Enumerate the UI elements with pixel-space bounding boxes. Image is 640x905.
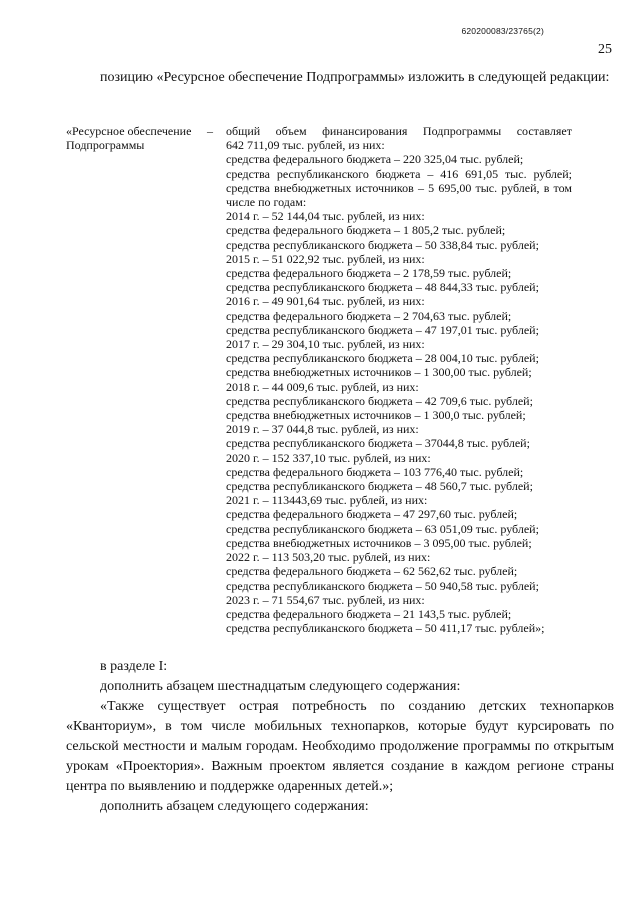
- section-reference: в разделе I:: [100, 659, 168, 674]
- resource-line: средства республиканского бюджета – 48 560,7 тыс. рублей;: [226, 479, 533, 494]
- amendments-block: [66, 657, 614, 817]
- resource-line: 2014 г. – 52 144,04 тыс. рублей, из них:: [226, 209, 425, 224]
- resource-line: 642 711,09 тыс. рублей, из них:: [226, 138, 385, 153]
- resource-line: средства республиканского бюджета – 42 709,6 тыс. рублей;: [226, 393, 533, 408]
- resource-line: 2017 г. – 29 304,10 тыс. рублей, из них:: [226, 337, 425, 352]
- resource-line: 2021 г. – 113443,69 тыс. рублей, из них:: [226, 493, 428, 508]
- resource-dash: –: [207, 124, 213, 138]
- resource-line: средства республиканского бюджета – 37044,8 тыс. рублей;: [226, 436, 530, 451]
- resource-line: 2015 г. – 51 022,92 тыс. рублей, из них:: [226, 251, 425, 266]
- resource-line: средства федерального бюджета – 1 805,2 тыс. рублей;: [226, 223, 506, 238]
- resource-line: средства внебюджетных источников – 1 300,00 тыс. рублей;: [226, 365, 532, 380]
- resource-line: средства федерального бюджета – 2 704,63 тыс. рублей;: [226, 308, 512, 323]
- resource-line: средства внебюджетных источников – 1 300,0 тыс. рублей;: [226, 408, 526, 423]
- resource-line: 2019 г. – 37 044,8 тыс. рублей, из них:: [226, 422, 419, 437]
- page-number: 25: [598, 42, 612, 57]
- resource-line: средства республиканского бюджета – 63 051,09 тыс. рублей;: [226, 521, 539, 536]
- add-paragraph-instruction: дополнить абзацем следующего содержания:: [100, 799, 369, 814]
- resource-line: средства федерального бюджета – 62 562,62 тыс. рублей;: [226, 564, 518, 579]
- document-id: 620200083/23765(2): [461, 26, 544, 36]
- resource-label: «Ресурсное обеспечение Подпрограммы: [66, 124, 192, 153]
- resource-line: 2022 г. – 113 503,20 тыс. рублей, из них:: [226, 550, 431, 565]
- quoted-paragraph: «Также существует острая потребность по созданию детских технопарков «Кванториум», в том числе мобильных технопарков, которые будут курсировать по сельской местности и малым городам. Необходимо продолжение программы по открытым урокам «Проектория». Важным проектом является создание в каждом регионе страны центра по выявлению и поддержке одаренных детей.»;: [66, 699, 614, 794]
- resource-line: общий объем финансирования Подпрограммы составляет: [226, 124, 572, 138]
- resource-lines: [226, 124, 572, 635]
- resource-line: средства внебюджетных источников – 3 095,00 тыс. рублей;: [226, 535, 532, 550]
- resource-line: средства федерального бюджета – 47 297,60 тыс. рублей;: [226, 507, 518, 522]
- resource-line: средства федерального бюджета – 2 178,59 тыс. рублей;: [226, 266, 512, 281]
- resource-line: средства внебюджетных источников – 5 695,00 тыс. рублей, в том: [226, 180, 572, 195]
- resource-line: средства федерального бюджета – 103 776,40 тыс. рублей;: [226, 464, 524, 479]
- add-paragraph-16-instruction: дополнить абзацем шестнадцатым следующего содержания:: [100, 679, 461, 694]
- resource-line: 2016 г. – 49 901,64 тыс. рублей, из них:: [226, 294, 425, 309]
- resource-line: средства республиканского бюджета – 50 940,58 тыс. рублей;: [226, 578, 539, 593]
- resource-line: средства федерального бюджета – 220 325,04 тыс. рублей;: [226, 152, 524, 167]
- resource-line: средства республиканского бюджета – 50 411,17 тыс. рублей»;: [226, 621, 545, 636]
- resource-line: средства республиканского бюджета – 47 197,01 тыс. рублей;: [226, 322, 539, 337]
- resource-line: средства республиканского бюджета – 48 844,33 тыс. рублей;: [226, 280, 539, 295]
- resource-line: средства республиканского бюджета – 28 004,10 тыс. рублей;: [226, 351, 539, 366]
- resource-line: 2020 г. – 152 337,10 тыс. рублей, из них:: [226, 450, 431, 465]
- resource-line: средства федерального бюджета – 21 143,5 тыс. рублей;: [226, 606, 512, 621]
- resource-line: 2023 г. – 71 554,67 тыс. рублей, из них:: [226, 592, 425, 607]
- resource-line: средства республиканского бюджета – 416 691,05 тыс. рублей;: [226, 166, 572, 181]
- resource-line: 2018 г. – 44 009,6 тыс. рублей, из них:: [226, 379, 419, 394]
- resource-line: средства республиканского бюджета – 50 338,84 тыс. рублей;: [226, 237, 539, 252]
- resource-line: числе по годам:: [226, 195, 307, 210]
- resource-table: [66, 124, 614, 635]
- intro-paragraph: позицию «Ресурсное обеспечение Подпрограммы» изложить в следующей редакции:: [100, 70, 610, 85]
